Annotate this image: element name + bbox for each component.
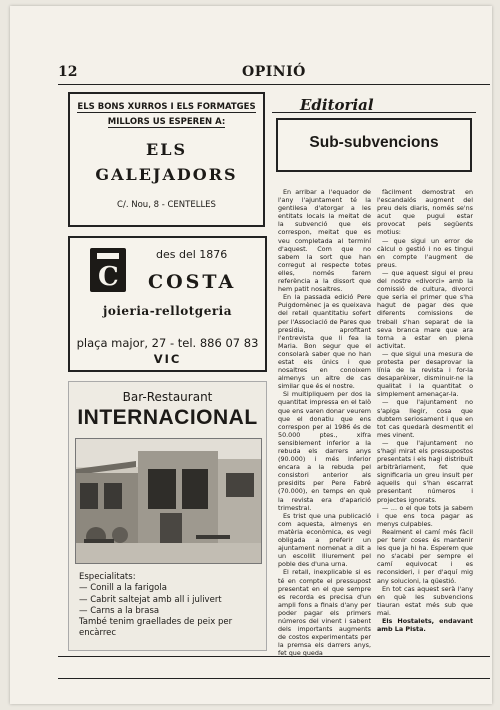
ad-galejadors-line1: ELS BONS XURROS I ELS FORMATGES	[77, 102, 256, 112]
ad-galejadors-address: C/. Nou, 8 - CENTELLES	[117, 200, 216, 210]
ad-costa-name: COSTA	[148, 271, 237, 293]
paragraph: En tot cas aquest serà l'any en què les subvencions tiauran estat més sub que mai.	[377, 584, 473, 617]
speciality-item: — Cabrit saltejat amb all i julivert	[79, 594, 222, 605]
ad-costa	[68, 236, 267, 372]
paragraph: — que sigui un error de càlcul o gestió i no es tingui en compte l'augment de preus.	[377, 236, 473, 269]
editorial-title-box	[276, 118, 472, 172]
paragraph: — que sigui una mesura de protesta per desaprovar la línia de la revista i for-la desaparèixer, disminuir-ne la qualitat i la quantitat o simplement amenaçar-la.	[377, 349, 473, 399]
ad-galejadors-headline	[70, 100, 263, 130]
footer-rule	[58, 678, 490, 679]
editorial-column-1	[278, 188, 371, 657]
paragraph: En la passada edició Pere Puigdomènec ja es queixava del retall quantitatiu sofert per l'Associació de Pares que presidia, aprofitant l'entrevista que li fea la Maria. Bon segur que el consolarà saber que no han estat els únics i que nosaltres en conoixem almenys un altre de cas similar que és el nostre.	[278, 293, 371, 391]
paragraph: Si multipliquem per dos la quantitat impressa en el talò que ens varen donar veurem que el donatiu que ens correspon per al 1986 és de 50.000 ptes., xifra sensiblement inferior a la rebuda els darrers anys (90.000) i més inferior encara a la rebuda pel consistori anterior als presidits per Pere Fabré (70.000), en temps en què la revista era d'aparició trimestral.	[278, 390, 371, 512]
magazine-page	[10, 6, 492, 704]
paragraph: — ... o el que tots ja sabem i que ens toca pagar as menys culpables.	[377, 503, 473, 528]
ad-costa-since: des del 1876	[156, 248, 228, 261]
ad-costa-address: plaça major, 27 - tel. 886 07 83	[76, 336, 259, 350]
editorial-column-2	[377, 188, 473, 633]
ad-costa-town: VIC	[153, 352, 182, 366]
speciality-item: — Carns a la brasa	[79, 605, 160, 616]
header-rule	[58, 84, 490, 85]
ad-costa-tagline: joieria-rellotgeria	[103, 304, 232, 318]
paragraph: fàcilment demostrat en l'escandalós augment del preu dels diaris, només se'ns acut que pugui estar provocat pels següents motius:	[377, 188, 473, 237]
paragraph: Realment el camí més fàcil per tenir coses és mantenir les que ja hi ha. Esperem que no s'acabi per sempre el camí equivocat i es reconsideri, i per d'aquí mig any solucioni, la qüestió.	[377, 527, 473, 585]
paragraph: En arribar a l'equador de l'any l'ajuntament té la gentilesa d'atorgar a les entitats locals la meitat de la subvenció que els correspon, meitat que es veu completada al terminí d'aquest. Com que no sabem la sort que han corregut al respecte totes elles, només farem referència a la dissort que hem patit nosaltres.	[278, 188, 371, 294]
ad-internacional	[68, 381, 267, 651]
ad-galejadors-name2: GALEJADORS	[95, 165, 238, 184]
restaurant-photo	[75, 438, 262, 564]
page-number: 12	[58, 64, 78, 80]
ad-internacional-kind: Bar-Restaurant	[122, 390, 213, 404]
specialities-list	[79, 572, 266, 640]
ad-galejadors-line2: MILLORS US ESPEREN A:	[107, 117, 226, 127]
editorial-label: Editorial	[300, 96, 374, 114]
speciality-item: També tenim graellades de peix per encàrrec	[79, 617, 233, 639]
speciality-item: Especialitats:	[79, 572, 136, 582]
section-title: OPINIÓ	[242, 64, 306, 80]
editorial-title: Sub-subvencions	[309, 134, 439, 151]
paragraph: — que aquest sigui el preu del nostre «divorci» amb la comissió de cultura, divorci que seria el primer que s'ha hagut de pagar des que diferents comissions de treball s'han separat de la seva branca mare que ara torna a estar en plena activitat.	[377, 268, 473, 350]
paragraph: Es trist que una publicació com aquesta, almenys en matèria econòmica, es vegi obligada a preferir un ajuntament nomenat a dit a un escollit lliurement pel poble des d'una urna.	[278, 511, 371, 569]
paragraph: — que l'ajuntament no s'hagi mirat els pressupostos presentats i els hagi distribuït arbitràriament, fet que significaria un greu insult per aquells qui s'han escarrat presentant números i projectes ignorats.	[377, 438, 473, 504]
ad-internacional-name: INTERNACIONAL	[77, 406, 258, 429]
paragraph-signoff: Els Hostalets, endavant amb La Pista.	[377, 616, 473, 634]
speciality-item: — Conill a la farigola	[79, 583, 167, 594]
footer-rule	[58, 656, 490, 657]
ad-galejadors	[68, 92, 265, 227]
ad-galejadors-name1: ELS	[146, 140, 187, 159]
costa-logo-icon: C	[90, 248, 126, 292]
paragraph: — que l'ajuntament no s'apiga llegir, cosa que dubtem seriosament i que en tot cas quedarà desmentit el mes vinent.	[377, 398, 473, 439]
editorial-rule	[272, 112, 476, 113]
paragraph: El retall, inexplicable si es té en compte el pressupost presentat en el que sempre es recorda es precisa d'un ampli fons a finals d'any per poder pagar els primers números del vinent i sabent dels importants augments de costos experimentats per la premsa els darrers anys, fet que queda	[278, 568, 371, 658]
